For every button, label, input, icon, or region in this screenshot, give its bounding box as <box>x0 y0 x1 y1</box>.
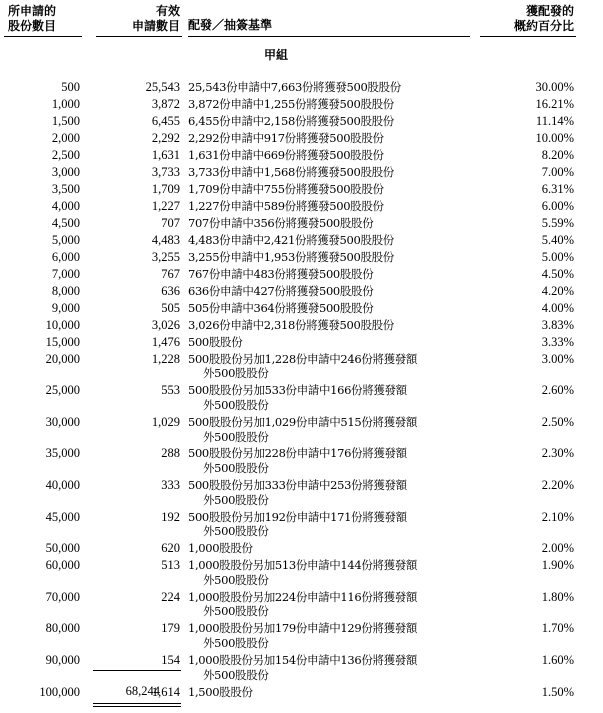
basis-of-allotment-cell <box>188 199 478 214</box>
valid-applications-cell: 3,733 <box>151 164 180 179</box>
basis-of-allotment-cell <box>188 685 478 700</box>
table-row <box>0 478 603 507</box>
basis-line: 500股股份另加333份申請中253份將獲發額 <box>188 478 407 493</box>
basis-of-allotment-cell <box>188 114 478 129</box>
shares-applied-cell: 15,000 <box>45 334 80 349</box>
basis-of-allotment-cell <box>188 148 478 163</box>
basis-of-allotment-cell <box>188 233 478 248</box>
valid-applications-cell: 620 <box>161 541 180 556</box>
approx-percentage-cell: 16.21% <box>535 96 574 111</box>
valid-applications-cell: 505 <box>161 300 180 315</box>
basis-line: 外500股股份 <box>203 492 269 507</box>
table-row <box>0 301 603 316</box>
valid-applications-cell: 2,292 <box>151 130 180 145</box>
table-row <box>0 284 603 299</box>
basis-of-allotment-cell <box>188 216 478 231</box>
table-row <box>0 653 603 682</box>
basis-of-allotment-cell <box>188 250 478 265</box>
basis-line: 1,631份申請中669份將獲發500股股份 <box>188 147 384 162</box>
shares-applied-cell: 30,000 <box>45 414 80 429</box>
approx-percentage-cell: 11.14% <box>535 113 574 128</box>
basis-of-allotment-cell <box>188 653 478 682</box>
basis-line: 3,255份申請中1,953份將獲發500股股份 <box>188 249 394 264</box>
basis-line: 外500股股份 <box>203 572 269 587</box>
table-row <box>0 148 603 163</box>
basis-of-allotment-cell <box>188 621 478 650</box>
table-row <box>0 383 603 412</box>
basis-line: 外500股股份 <box>203 366 269 381</box>
valid-applications-cell: 1,228 <box>151 351 180 366</box>
header-rule-col1 <box>4 36 82 37</box>
header-rule-col3 <box>188 36 470 37</box>
group-title: 甲組 <box>264 48 289 62</box>
approx-percentage-cell: 3.00% <box>541 351 574 366</box>
table-row <box>0 233 603 248</box>
valid-applications-cell: 154 <box>161 652 180 667</box>
approx-percentage-cell: 1.50% <box>541 684 574 699</box>
basis-of-allotment-cell <box>188 182 478 197</box>
shares-applied-cell: 50,000 <box>45 541 80 556</box>
valid-applications-cell: 1,709 <box>151 181 180 196</box>
basis-line: 1,000股股份 <box>188 541 253 556</box>
table-row <box>0 335 603 350</box>
approx-percentage-cell: 1.60% <box>541 652 574 667</box>
shares-applied-cell: 3,500 <box>51 181 80 196</box>
valid-applications-cell: 3,026 <box>151 317 180 332</box>
table-row <box>0 97 603 112</box>
table-row <box>0 590 603 619</box>
shares-applied-cell: 8,000 <box>51 283 80 298</box>
basis-of-allotment-cell <box>188 80 478 95</box>
table-row <box>0 165 603 180</box>
header-rule-col4 <box>480 36 576 37</box>
basis-line: 外500股股份 <box>203 667 269 682</box>
basis-line: 500股股份另加228份申請中176份將獲發額 <box>188 446 407 461</box>
header-approx-percentage: 獲配發的 概約百分比 <box>513 4 574 33</box>
basis-line: 500股股份另加1,228份申請中246份將獲發額 <box>188 351 418 366</box>
basis-line: 500股股份另加533份申請中166份將獲發額 <box>188 383 407 398</box>
basis-line: 500股股份另加1,029份申請中515份將獲發額 <box>188 414 418 429</box>
total-applications: 68,244 <box>125 684 160 698</box>
approx-percentage-cell: 2.50% <box>541 414 574 429</box>
table-row <box>0 541 603 556</box>
basis-of-allotment-cell <box>188 301 478 316</box>
basis-of-allotment-cell <box>188 131 478 146</box>
basis-line: 1,000股股份另加179份申請中129份將獲發額 <box>188 621 418 636</box>
shares-applied-cell: 4,500 <box>51 215 80 230</box>
basis-line: 4,483份申請中2,421份將獲發500股股份 <box>188 232 394 247</box>
valid-applications-cell: 1,029 <box>151 414 180 429</box>
basis-of-allotment-cell <box>188 510 478 539</box>
approx-percentage-cell: 2.00% <box>541 541 574 556</box>
valid-applications-cell: 553 <box>161 383 180 398</box>
table-row <box>0 80 603 95</box>
header-basis-of-allotment: 配發／抽簽基準 <box>188 18 273 32</box>
valid-applications-cell: 333 <box>161 478 180 493</box>
shares-applied-cell: 100,000 <box>39 684 80 699</box>
valid-applications-cell: 1,476 <box>151 334 180 349</box>
shares-applied-cell: 60,000 <box>45 558 80 573</box>
shares-applied-cell: 1,500 <box>51 113 80 128</box>
approx-percentage-cell: 6.00% <box>541 198 574 213</box>
basis-of-allotment-cell <box>188 541 478 556</box>
basis-of-allotment-cell <box>188 415 478 444</box>
basis-of-allotment-cell <box>188 478 478 507</box>
valid-applications-cell: 513 <box>161 558 180 573</box>
shares-applied-cell: 80,000 <box>45 621 80 636</box>
approx-percentage-cell: 30.00% <box>535 80 574 94</box>
valid-applications-cell: 1,614 <box>151 684 180 699</box>
total-double-rule-top <box>93 703 181 704</box>
shares-applied-cell: 3,000 <box>51 164 80 179</box>
valid-applications-cell: 1,631 <box>151 147 180 162</box>
basis-line: 3,026份申請中2,318份將獲發500股股份 <box>188 317 394 332</box>
table-row <box>0 182 603 197</box>
shares-applied-cell: 90,000 <box>45 652 80 667</box>
shares-applied-cell: 5,000 <box>51 232 80 247</box>
approx-percentage-cell: 8.20% <box>541 147 574 162</box>
basis-of-allotment-cell <box>188 590 478 619</box>
approx-percentage-cell: 1.80% <box>541 589 574 604</box>
basis-line: 6,455份申請中2,158份將獲發500股股份 <box>188 113 394 128</box>
basis-line: 1,500股股份 <box>188 684 253 699</box>
shares-applied-cell: 9,000 <box>51 300 80 315</box>
valid-applications-cell: 4,483 <box>151 232 180 247</box>
basis-of-allotment-cell <box>188 165 478 180</box>
shares-applied-cell: 7,000 <box>51 266 80 281</box>
basis-line: 3,872份申請中1,255份將獲發500股股份 <box>188 96 394 111</box>
valid-applications-cell: 224 <box>161 589 180 604</box>
table-row <box>0 216 603 231</box>
approx-percentage-cell: 10.00% <box>535 130 574 145</box>
basis-line: 1,000股股份另加154份申請中136份將獲發額 <box>188 652 418 667</box>
shares-applied-cell: 25,000 <box>45 383 80 398</box>
valid-applications-cell: 767 <box>161 266 180 281</box>
table-row <box>0 318 603 333</box>
table-row <box>0 446 603 475</box>
table-row <box>0 415 603 444</box>
subtotal-rule <box>93 670 181 671</box>
valid-applications-cell: 179 <box>161 621 180 636</box>
basis-of-allotment-cell <box>188 267 478 282</box>
table-row <box>0 352 603 381</box>
shares-applied-cell: 20,000 <box>45 351 80 366</box>
approx-percentage-cell: 5.59% <box>541 215 574 230</box>
table-row <box>0 558 603 587</box>
shares-applied-cell: 500 <box>61 80 80 94</box>
valid-applications-cell: 6,455 <box>151 113 180 128</box>
basis-line: 1,227份申請中589份將獲發500股股份 <box>188 198 384 213</box>
basis-of-allotment-cell <box>188 318 478 333</box>
basis-line: 外500股股份 <box>203 524 269 539</box>
basis-line: 外500股股份 <box>203 429 269 444</box>
basis-of-allotment-cell <box>188 446 478 475</box>
basis-of-allotment-cell <box>188 284 478 299</box>
approx-percentage-cell: 4.50% <box>541 266 574 281</box>
approx-percentage-cell: 4.00% <box>541 300 574 315</box>
shares-applied-cell: 2,000 <box>51 130 80 145</box>
header-valid-applications: 有效 申請數目 <box>131 4 180 33</box>
table-row <box>0 250 603 265</box>
approx-percentage-cell: 5.40% <box>541 232 574 247</box>
basis-line: 外500股股份 <box>203 635 269 650</box>
approx-percentage-cell: 2.60% <box>541 383 574 398</box>
valid-applications-cell: 25,543 <box>145 80 180 94</box>
approx-percentage-cell: 3.33% <box>541 334 574 349</box>
basis-line: 1,709份申請中755份將獲發500股股份 <box>188 181 384 196</box>
valid-applications-cell: 1,227 <box>151 198 180 213</box>
basis-line: 3,733份申請中1,568份將獲發500股股份 <box>188 164 394 179</box>
approx-percentage-cell: 6.31% <box>541 181 574 196</box>
approx-percentage-cell: 1.90% <box>541 558 574 573</box>
valid-applications-cell: 636 <box>161 283 180 298</box>
basis-line: 2,292份申請中917份將獲發500股股份 <box>188 130 384 145</box>
table-row <box>0 199 603 214</box>
basis-line: 外500股股份 <box>203 397 269 412</box>
valid-applications-cell: 707 <box>161 215 180 230</box>
allotment-rows <box>0 80 603 699</box>
basis-line: 25,543份申請中7,663份將獲發500股股份 <box>188 80 401 94</box>
basis-line: 500股股份另加192份申請中171份將獲發額 <box>188 509 407 524</box>
basis-line: 636份申請中427份將獲發500股股份 <box>188 283 374 298</box>
basis-line: 767份申請中483份將獲發500股股份 <box>188 266 374 281</box>
shares-applied-cell: 10,000 <box>45 317 80 332</box>
table-row <box>0 685 603 700</box>
basis-line: 外500股股份 <box>203 461 269 476</box>
basis-of-allotment-cell <box>188 352 478 381</box>
total-double-rule-bottom <box>93 706 181 707</box>
basis-of-allotment-cell <box>188 97 478 112</box>
shares-applied-cell: 1,000 <box>51 96 80 111</box>
table-row <box>0 131 603 146</box>
approx-percentage-cell: 7.00% <box>541 164 574 179</box>
shares-applied-cell: 70,000 <box>45 589 80 604</box>
approx-percentage-cell: 1.70% <box>541 621 574 636</box>
valid-applications-cell: 192 <box>161 509 180 524</box>
valid-applications-cell: 288 <box>161 446 180 461</box>
approx-percentage-cell: 2.20% <box>541 478 574 493</box>
basis-line: 1,000股股份另加224份申請中116份將獲發額 <box>188 589 418 604</box>
basis-line: 505份申請中364份將獲發500股股份 <box>188 300 374 315</box>
shares-applied-cell: 2,500 <box>51 147 80 162</box>
approx-percentage-cell: 5.00% <box>541 249 574 264</box>
table-row <box>0 621 603 650</box>
basis-of-allotment-cell <box>188 335 478 350</box>
approx-percentage-cell: 2.30% <box>541 446 574 461</box>
header-shares-applied: 所申請的 股份數目 <box>8 4 57 33</box>
approx-percentage-cell: 3.83% <box>541 317 574 332</box>
approx-percentage-cell: 4.20% <box>541 283 574 298</box>
shares-applied-cell: 6,000 <box>51 249 80 264</box>
basis-of-allotment-cell <box>188 383 478 412</box>
basis-line: 外500股股份 <box>203 604 269 619</box>
valid-applications-cell: 3,255 <box>151 249 180 264</box>
shares-applied-cell: 40,000 <box>45 478 80 493</box>
shares-applied-cell: 35,000 <box>45 446 80 461</box>
basis-line: 500股股份 <box>188 334 243 349</box>
basis-of-allotment-cell <box>188 558 478 587</box>
header-rule-col2 <box>96 36 182 37</box>
basis-line: 1,000股股份另加513份申請中144份將獲發額 <box>188 558 418 573</box>
approx-percentage-cell: 2.10% <box>541 509 574 524</box>
table-row <box>0 267 603 282</box>
table-row <box>0 510 603 539</box>
shares-applied-cell: 4,000 <box>51 198 80 213</box>
table-row <box>0 114 603 129</box>
valid-applications-cell: 3,872 <box>151 96 180 111</box>
shares-applied-cell: 45,000 <box>45 509 80 524</box>
basis-line: 707份申請中356份將獲發500股股份 <box>188 215 374 230</box>
